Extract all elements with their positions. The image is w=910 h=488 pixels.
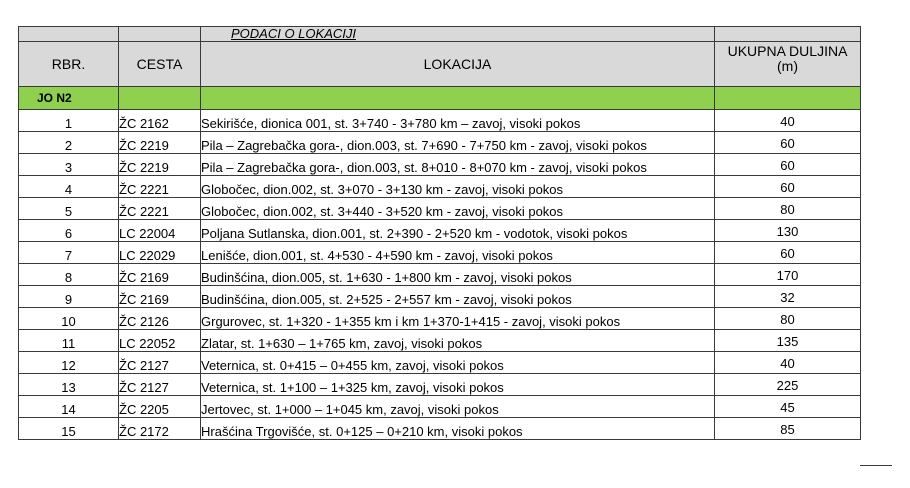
col-header-lokacija: LOKACIJA (201, 42, 715, 87)
row-number: 1 (19, 110, 119, 132)
table-row (19, 396, 861, 418)
row-length (715, 198, 861, 220)
row-road: ŽC 2219 (119, 154, 201, 176)
location-table (18, 26, 861, 440)
row-location: Budinšćina, dion.005, st. 1+630 - 1+800 km - zavoj, visoki pokos (201, 264, 715, 286)
row-location: Pila – Zagrebačka gora-, dion.003, st. 8+010 - 8+070 km - zavoj, visoki pokos (201, 154, 715, 176)
row-location: Budinšćina, dion.005, st. 2+525 - 2+557 km - zavoj, visoki pokos (201, 286, 715, 308)
row-number: 6 (19, 220, 119, 242)
table-row (19, 242, 861, 264)
col-header-duljina-line1: UKUPNA DULJINA (727, 43, 848, 59)
row-length (715, 286, 861, 308)
row-road: ŽC 2126 (119, 308, 201, 330)
col-header-duljina (715, 42, 861, 87)
row-location: Jertovec, st. 1+000 – 1+045 km, zavoj, visoki pokos (201, 396, 715, 418)
row-location: Globočec, dion.002, st. 3+440 - 3+520 km - zavoj, visoki pokos (201, 198, 715, 220)
row-road: ŽC 2205 (119, 396, 201, 418)
row-length (715, 176, 861, 198)
row-length (715, 308, 861, 330)
row-location: Lenišće, dion.001, st. 4+530 - 4+590 km - zavoj, visoki pokos (201, 242, 715, 264)
col-header-cesta: CESTA (119, 42, 201, 87)
row-length-value: 40 (780, 356, 795, 371)
row-length-value: 135 (776, 334, 799, 349)
row-length-value: 60 (780, 246, 795, 261)
row-number: 13 (19, 374, 119, 396)
row-number: 10 (19, 308, 119, 330)
row-length-value: 40 (780, 114, 795, 129)
col-header-duljina-line2: (m) (777, 58, 798, 74)
table-row (19, 220, 861, 242)
row-location: Globočec, dion.002, st. 3+070 - 3+130 km - zavoj, visoki pokos (201, 176, 715, 198)
row-length (715, 242, 861, 264)
row-length-value: 130 (776, 224, 799, 239)
row-road: ŽC 2219 (119, 132, 201, 154)
row-length (715, 264, 861, 286)
table-row (19, 418, 861, 440)
section-header-row (19, 27, 861, 42)
table-row (19, 286, 861, 308)
row-length (715, 154, 861, 176)
row-number: 14 (19, 396, 119, 418)
row-length-value: 60 (780, 158, 795, 173)
row-location: Veternica, st. 1+100 – 1+325 km, zavoj, visoki pokos (201, 374, 715, 396)
table-row (19, 198, 861, 220)
row-length (715, 220, 861, 242)
group-spacer (201, 87, 715, 110)
table-row (19, 154, 861, 176)
row-number: 5 (19, 198, 119, 220)
row-length-value: 60 (780, 136, 795, 151)
row-length-value: 170 (776, 268, 799, 283)
row-length-value: 32 (780, 290, 795, 305)
row-location: Zlatar, st. 1+630 – 1+765 km, zavoj, visoki pokos (201, 330, 715, 352)
row-location: Pila – Zagrebačka gora-, dion.003, st. 7+690 - 7+750 km - zavoj, visoki pokos (201, 132, 715, 154)
table-row (19, 352, 861, 374)
row-location: Grgurovec, st. 1+320 - 1+355 km i km 1+370-1+415 - zavoj, visoki pokos (201, 308, 715, 330)
row-length-value: 80 (780, 202, 795, 217)
group-label: JO N2 (19, 87, 119, 110)
row-number: 15 (19, 418, 119, 440)
table-row (19, 374, 861, 396)
header-spacer (715, 27, 861, 42)
row-road: LC 22029 (119, 242, 201, 264)
row-length (715, 352, 861, 374)
row-road: LC 22004 (119, 220, 201, 242)
row-length (715, 374, 861, 396)
row-number: 11 (19, 330, 119, 352)
row-road: LC 22052 (119, 330, 201, 352)
row-number: 8 (19, 264, 119, 286)
row-length (715, 396, 861, 418)
row-number: 9 (19, 286, 119, 308)
row-number: 2 (19, 132, 119, 154)
table-continuation-line (860, 465, 892, 466)
row-road: ŽC 2221 (119, 198, 201, 220)
table-row (19, 110, 861, 132)
row-length-value: 225 (776, 378, 799, 393)
row-location: Hrašćina Trgovišće, st. 0+125 – 0+210 km, visoki pokos (201, 418, 715, 440)
row-number: 4 (19, 176, 119, 198)
group-spacer (715, 87, 861, 110)
table-row (19, 132, 861, 154)
row-number: 7 (19, 242, 119, 264)
row-road: ŽC 2221 (119, 176, 201, 198)
row-length-value: 60 (780, 180, 795, 195)
header-spacer (119, 27, 201, 42)
row-road: ŽC 2127 (119, 352, 201, 374)
group-row (19, 87, 861, 110)
row-location: Poljana Sutlanska, dion.001, st. 2+390 - 2+520 km - vodotok, visoki pokos (201, 220, 715, 242)
table-row (19, 330, 861, 352)
row-road: ŽC 2162 (119, 110, 201, 132)
row-location: Sekirišće, dionica 001, st. 3+740 - 3+780 km – zavoj, visoki pokos (201, 110, 715, 132)
row-road: ŽC 2169 (119, 286, 201, 308)
row-length (715, 330, 861, 352)
group-spacer (119, 87, 201, 110)
row-length-value: 85 (780, 422, 795, 437)
header-spacer (19, 27, 119, 42)
table-row (19, 264, 861, 286)
column-header-row (19, 42, 861, 87)
row-length (715, 132, 861, 154)
section-title: PODACI O LOKACIJI (201, 27, 715, 42)
row-length-value: 45 (780, 400, 795, 415)
row-road: ŽC 2127 (119, 374, 201, 396)
row-number: 12 (19, 352, 119, 374)
row-number: 3 (19, 154, 119, 176)
row-length (715, 110, 861, 132)
row-length (715, 418, 861, 440)
row-location: Veternica, st. 0+415 – 0+455 km, zavoj, visoki pokos (201, 352, 715, 374)
table-row (19, 176, 861, 198)
col-header-rbr: RBR. (19, 42, 119, 87)
table-row (19, 308, 861, 330)
row-road: ŽC 2169 (119, 264, 201, 286)
row-length-value: 80 (780, 312, 795, 327)
row-road: ŽC 2172 (119, 418, 201, 440)
